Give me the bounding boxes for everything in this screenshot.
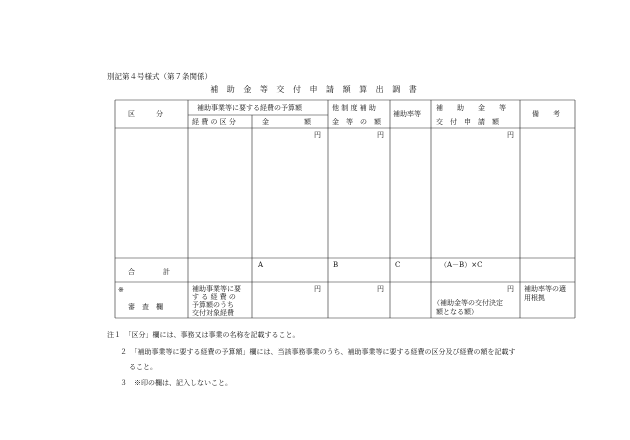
review-mark: ※ bbox=[118, 286, 124, 294]
review-expense-line4: 交付対象経費 bbox=[192, 309, 234, 317]
unit-yen-apply: 円 bbox=[507, 131, 514, 139]
total-b: B bbox=[333, 261, 339, 269]
header-kubun: 区 分 bbox=[128, 110, 163, 118]
review-expense-line1: 補助事業等に要 bbox=[192, 285, 241, 293]
review-yen-amount: 円 bbox=[314, 285, 321, 293]
review-apply-note-line1: （補助金等の交付決定 bbox=[433, 299, 503, 307]
header-other-subsidy-line1: 他 制 度 補 助 bbox=[332, 104, 376, 112]
header-remarks: 備 考 bbox=[532, 110, 560, 118]
form-number-label: 別記第４号様式（第７条関係） bbox=[107, 72, 212, 81]
unit-yen-amount: 円 bbox=[314, 131, 321, 139]
header-rate: 補助率等 bbox=[393, 110, 421, 118]
total-c: C bbox=[395, 261, 401, 269]
unit-yen-other: 円 bbox=[377, 131, 384, 139]
review-remarks-line2: 用根拠 bbox=[524, 294, 545, 302]
header-budget-group: 補助事業等に要する経費の予算額 bbox=[197, 104, 302, 112]
review-expense-line2: す る 経 費 の bbox=[192, 293, 236, 301]
note-3: ３ ※印の欄は、記入しないこと。 bbox=[120, 379, 232, 387]
review-remarks-line1: 補助率等の適 bbox=[524, 285, 566, 293]
review-apply-note-line2: 額となる額） bbox=[436, 308, 478, 316]
document-title: 補 助 金 等 交 付 申 請 額 算 出 調 書 bbox=[210, 85, 420, 94]
header-apply-line2: 交 付 申 請 額 bbox=[436, 118, 499, 126]
total-label: 合 計 bbox=[128, 268, 170, 276]
total-a: A bbox=[258, 261, 264, 269]
header-apply-line1: 補 助 金 等 bbox=[436, 104, 506, 112]
review-yen-other: 円 bbox=[377, 285, 384, 293]
header-amount: 金 額 bbox=[262, 118, 311, 126]
review-expense-line3: 予算額のうち bbox=[192, 301, 234, 309]
total-formula: （A－B）×C bbox=[440, 261, 483, 269]
review-yen-apply: 円 bbox=[507, 285, 514, 293]
note-2-line2: ること。 bbox=[129, 363, 157, 371]
review-label: 審 査 欄 bbox=[128, 303, 163, 311]
header-other-subsidy-line2: 金 等 の 額 bbox=[332, 118, 381, 126]
header-expense-category: 経 費 の 区 分 bbox=[192, 118, 236, 126]
note-1: 注１ 「区分」欄には、事務又は事業の名称を記載すること。 bbox=[107, 331, 300, 339]
note-2-line1: ２ 「補助事業等に要する経費の予算額」欄には、当該事務事業のうち、補助事業等に要する経費の区分及び経費の額を記載す bbox=[120, 348, 516, 356]
